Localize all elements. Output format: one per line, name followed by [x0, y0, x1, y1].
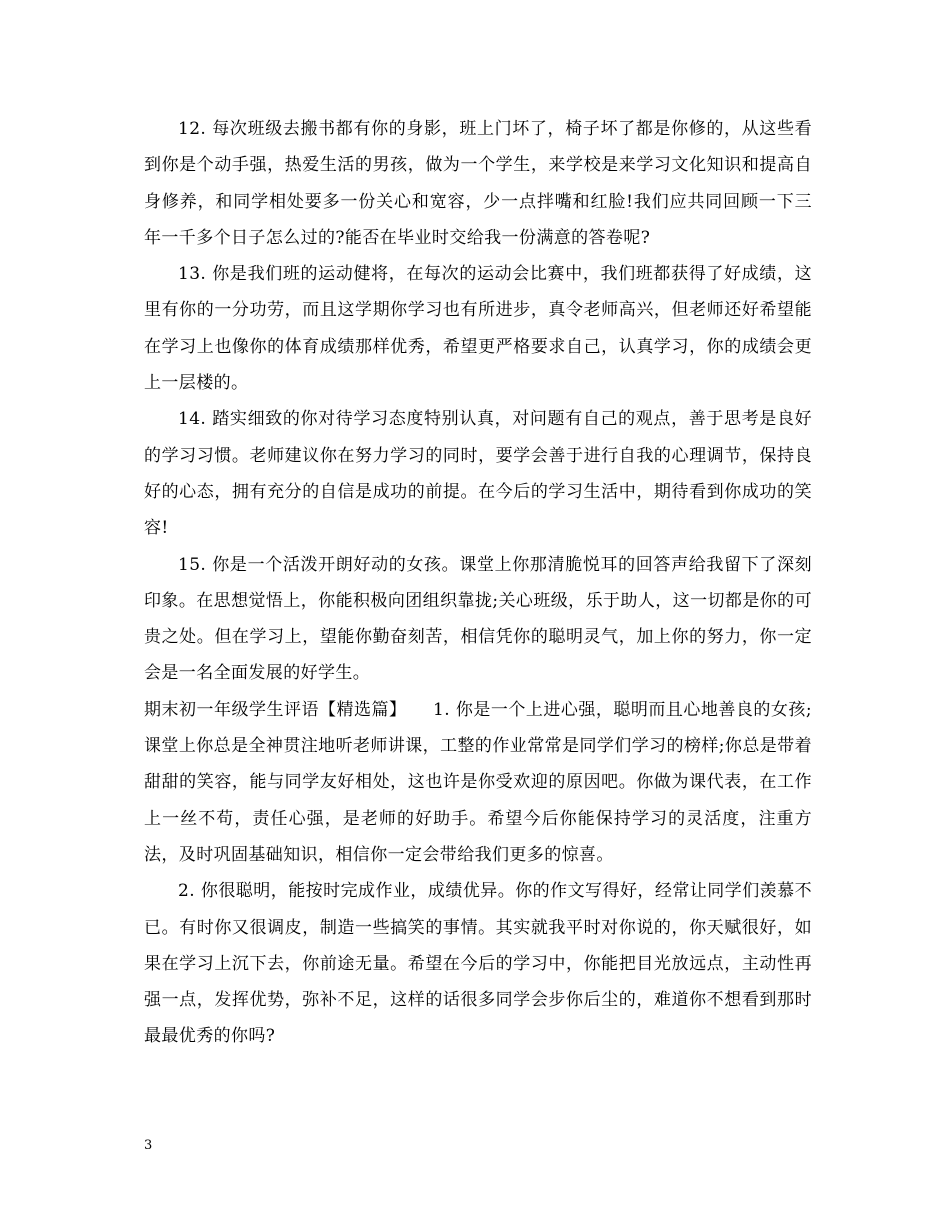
comment-paragraph-2: 2. 你很聪明，能按时完成作业，成绩优异。你的作文写得好，经常让同学们羡慕不已。有时你又很调皮，制造一些搞笑的事情。其实就我平时对你说的，你天赋很好，如果在学习上沉下去，你前途无量。希望在今后的学习中，你能把目光放远点，主动性再强一点，发挥优势，弥补不足，这样的话很多同学会步你后尘的，难道你不想看到那时最最优秀的你吗? [144, 881, 812, 1047]
page-number: 3 [144, 1138, 153, 1153]
comment-paragraph-14: 14. 踏实细致的你对待学习态度特别认真，对问题有自己的观点，善于思考是良好的学习习惯。老师建议你在努力学习的同时，要学会善于进行自我的心理调节，保持良好的心态，拥有充分的自信是成功的前提。在今后的学习生活中，期待看到你成功的笑容! [144, 409, 812, 539]
comment-paragraph-12: 12. 每次班级去搬书都有你的身影，班上门坏了，椅子坏了都是你修的，从这些看到你是个动手强，热爱生活的男孩，做为一个学生，来学校是来学习文化知识和提高自身修养，和同学相处要多一份关心和宽容，少一点拌嘴和红脸!我们应共同回顾一下三年一千多个日子怎么过的?能否在毕业时交给我一份满意的答卷呢? [144, 119, 812, 248]
comment-paragraph-15: 15. 你是一个活泼开朗好动的女孩。课堂上你那清脆悦耳的回答声给我留下了深刻印象。在思想觉悟上，你能积极向团组织靠拢;关心班级，乐于助人，这一切都是你的可贵之处。但在学习上，望能你勤奋刻苦，相信凭你的聪明灵气，加上你的努力，你一定会是一名全面发展的好学生。 [144, 554, 812, 684]
section-heading-with-comment-1: 期末初一年级学生评语【精选篇】 1. 你是一个上进心强，聪明而且心地善良的女孩;课堂上你总是全神贯注地听老师讲课，工整的作业常常是同学们学习的榜样;你总是带着甜甜的笑容，能与同学友好相处，这也许是你受欢迎的原因吧。你做为课代表，在工作上一丝不苟，责任心强，是老师的好助手。希望今后你能保持学习的灵活度，注重方法，及时巩固基础知识，相信你一定会带给我们更多的惊喜。 [144, 699, 812, 865]
comment-paragraph-13: 13. 你是我们班的运动健将，在每次的运动会比赛中，我们班都获得了好成绩，这里有你的一分功劳，而且这学期你学习也有所进步，真令老师高兴，但老师还好希望能在学习上也像你的体育成绩那样优秀，希望更严格要求自己，认真学习，你的成绩会更上一层楼的。 [144, 264, 812, 394]
document-body [144, 111, 812, 1055]
